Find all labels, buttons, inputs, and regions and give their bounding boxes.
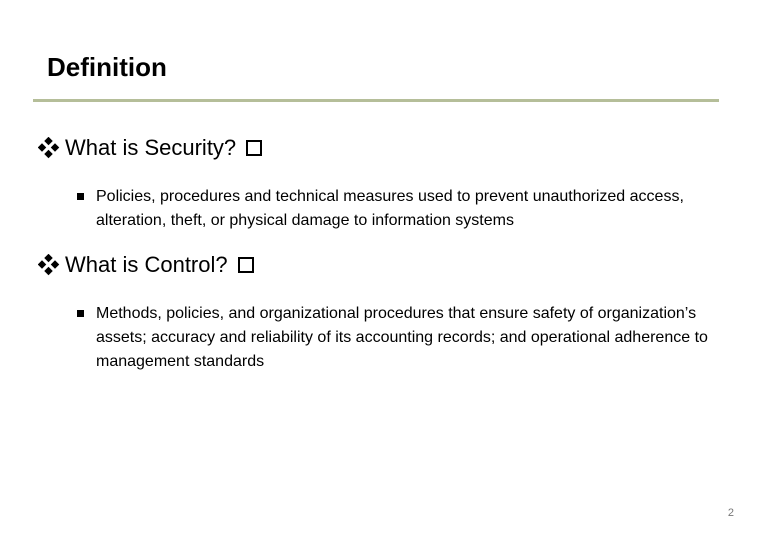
section-control (38, 250, 738, 374)
square-bullet-icon (77, 310, 84, 317)
section-heading (38, 133, 738, 163)
diamond-bullet-icon (38, 137, 60, 159)
list-item (38, 302, 716, 374)
list-item-text: Policies, procedures and technical measures used to prevent unauthorized access, alteration, theft, or physical damage to information systems (96, 188, 684, 229)
square-bullet-icon (77, 193, 84, 200)
section-heading-text: What is Control? (65, 252, 228, 277)
diamond-bullet-icon (38, 254, 60, 276)
list-item-text: Methods, policies, and organizational procedures that ensure safety of organization’s assets; accuracy and reliability of its accounting records; and operational adherence to management standards (96, 305, 708, 370)
missing-glyph-box-icon (238, 257, 254, 273)
slide-title: Definition (47, 52, 167, 82)
missing-glyph-box-icon (246, 140, 262, 156)
section-security (38, 133, 738, 233)
section-heading-text: What is Security? (65, 135, 237, 160)
page-number: 2 (727, 507, 734, 519)
section-heading (38, 250, 738, 280)
list-item (38, 185, 716, 233)
title-underline (33, 99, 719, 102)
